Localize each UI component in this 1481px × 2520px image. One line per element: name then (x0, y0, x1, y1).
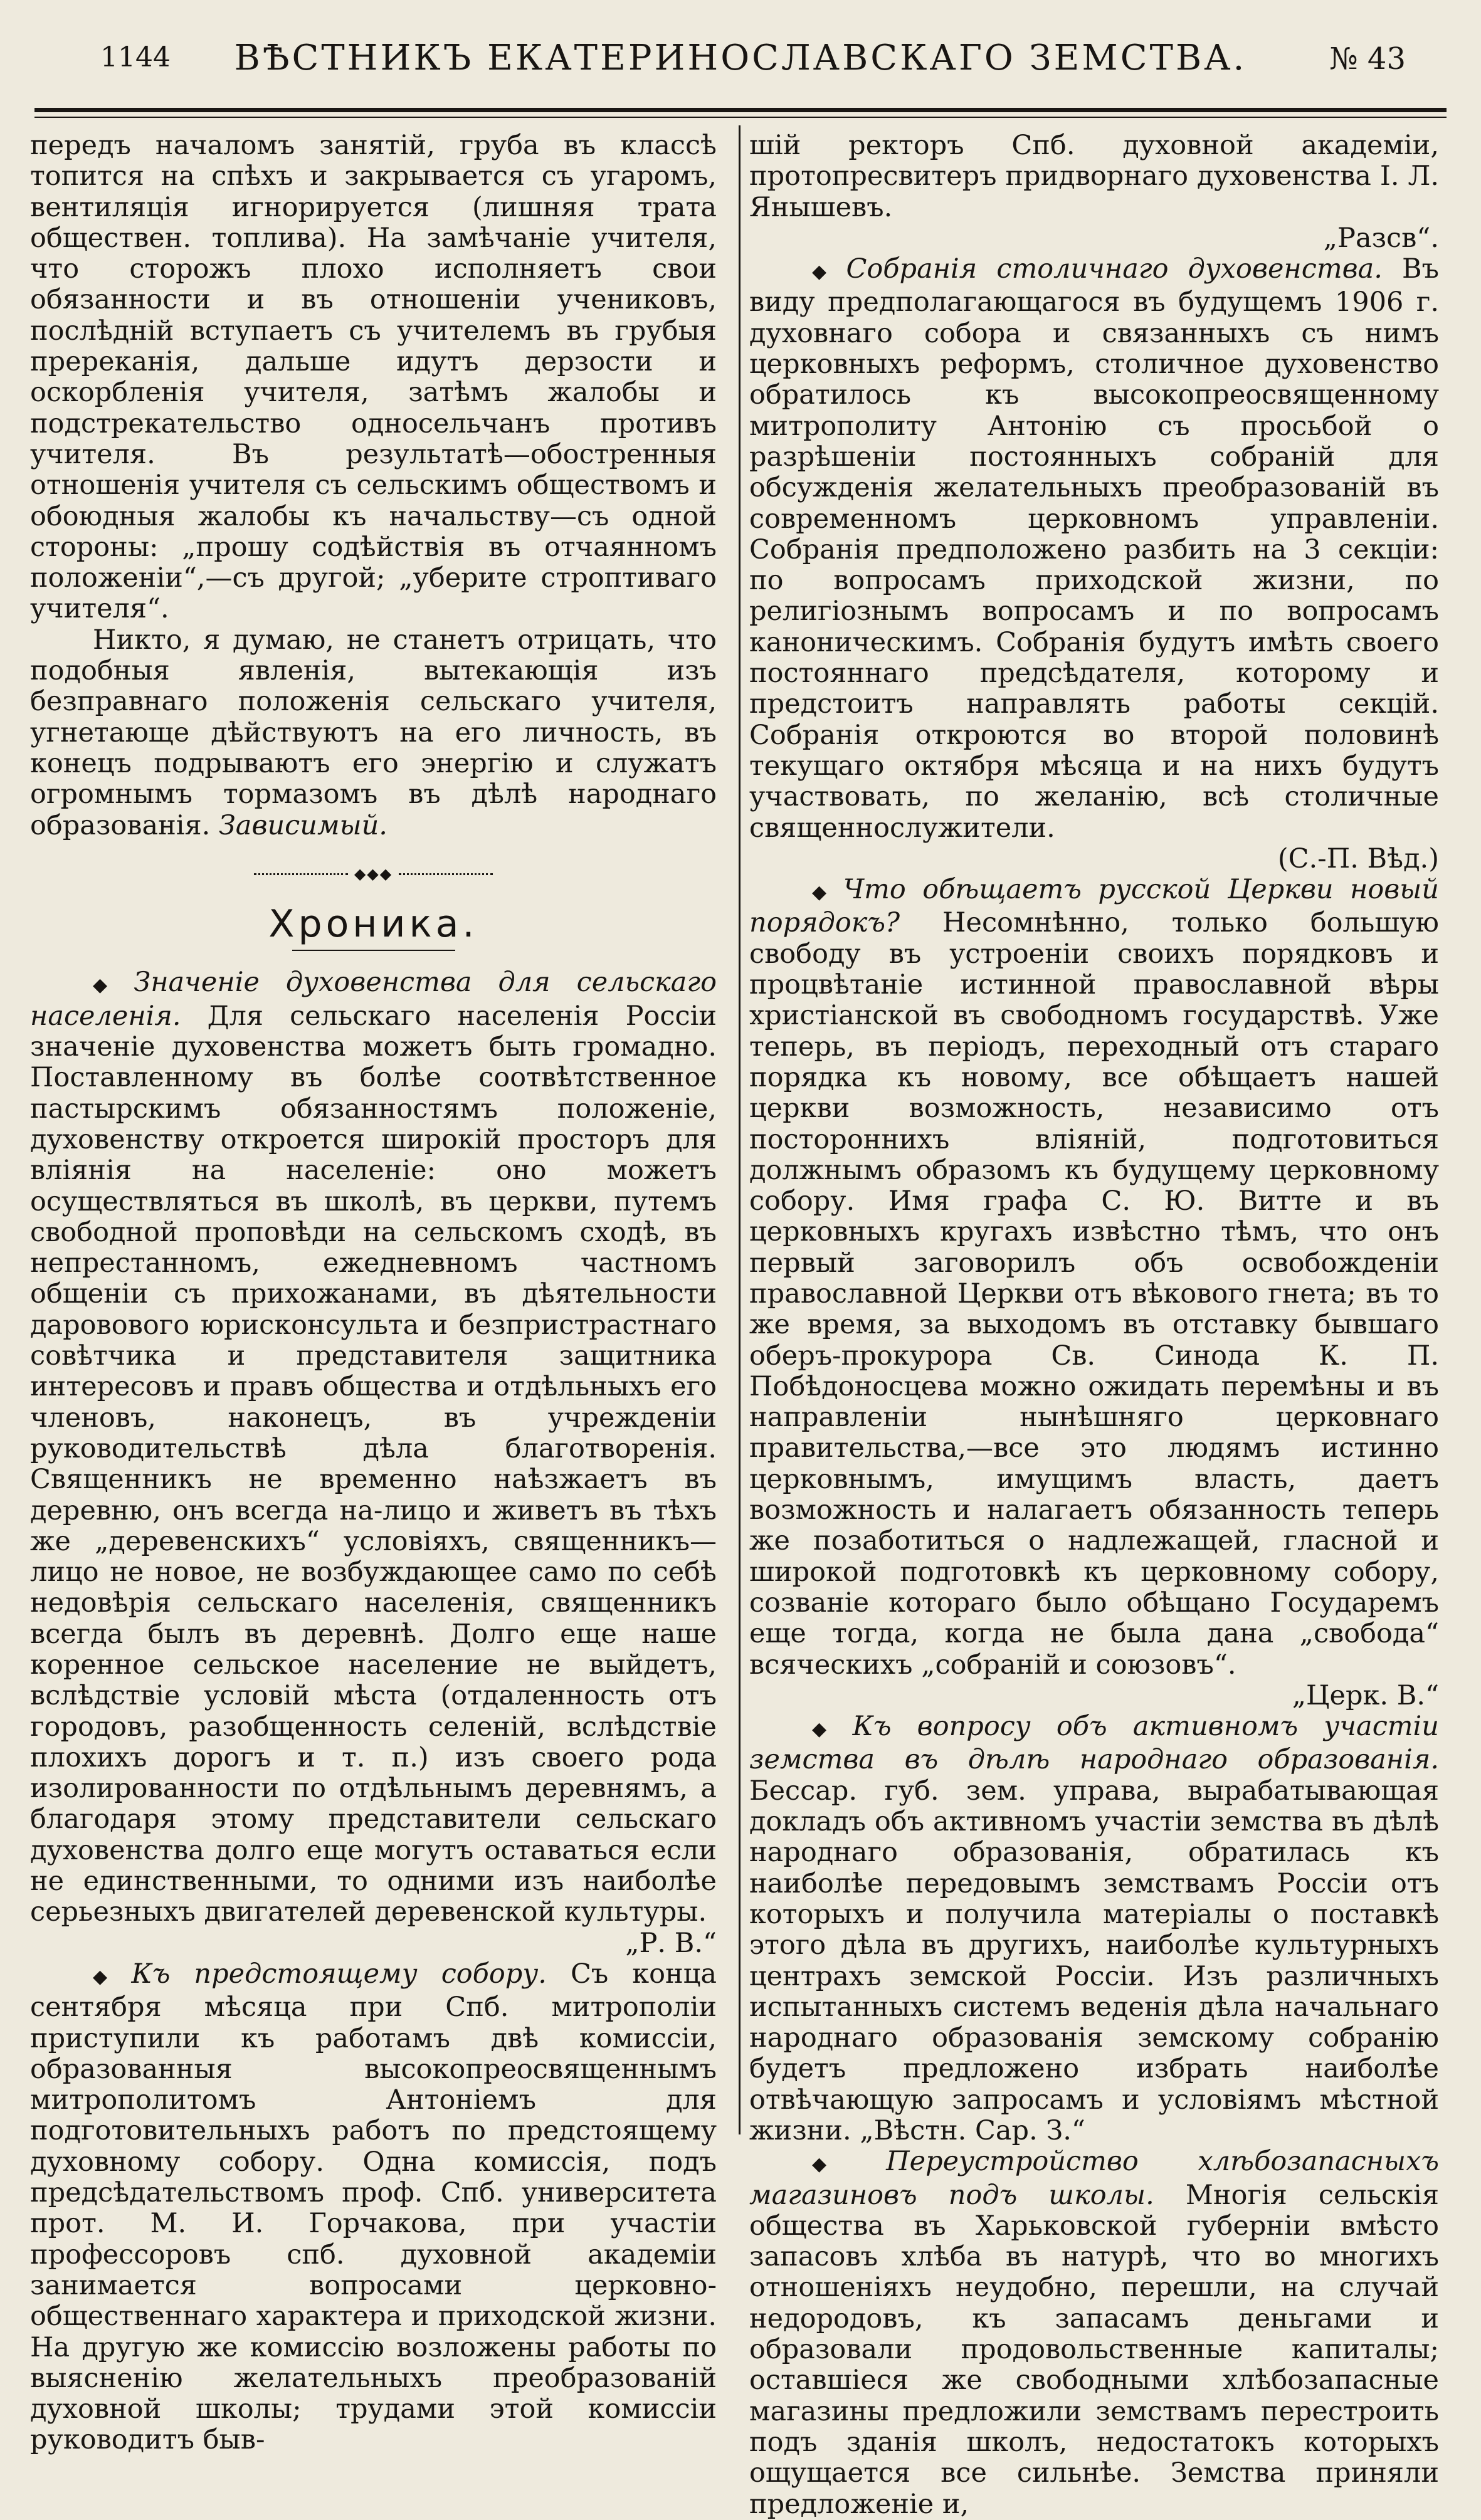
news-item-body: Въ виду предполагающагося въ будущемъ 1906 г. духовнаго собора и связанныхъ съ нимъ церковныхъ реформъ, столичное духовенство обратилось къ высокопреосвященному митрополиту Антонію съ просьбой о разрѣшеніи постоянныхъ собраній для обсужденія желательныхъ преобразованій въ современномъ церковномъ управленіи. Собранія предположено разбить на 3 секціи: по вопросамъ приходской жизни, по религіознымъ вопросамъ и по вопросамъ каноническимъ. Собранія будутъ имѣть своего постояннаго предсѣдателя, которому и предстоитъ направлять работы секцій. Собранія откроются во второй половинѣ текущаго октября мѣсяца и на нихъ будутъ участвовать, по желанію, всѣ столичные священнослужители. (749, 253, 1440, 844)
journal-title: ВѢСТНИКЪ ЕКАТЕРИНОСЛАВСКАГО ЗЕМСТВА. (234, 38, 1247, 78)
news-item-body: Бессар. губ. зем. управа, вырабатывающая докладъ объ активномъ участіи земства въ дѣлѣ народнаго образованія, обратилась къ наиболѣе передовымъ земствамъ Россіи отъ которыхъ и получила матеріалы о поставкѣ этого дѣла въ другихъ, наиболѣе культурныхъ центрахъ земской Россіи. Изъ различныхъ испытанныхъ системъ веденія дѣла начальнаго народнаго образованія земскому собранію будетъ предложено избрать наиболѣе отвѣчающую запросамъ и условіямъ мѣстной жизни. (749, 1775, 1439, 2146)
hand-pointer-icon: ◆ (812, 2153, 878, 2176)
news-item-new-order (749, 874, 1439, 1681)
news-item-source: „Церк. В.“ (1292, 1679, 1439, 1711)
hand-pointer-icon: ◆ (812, 1718, 844, 1741)
issue-number: № 43 (1329, 41, 1406, 76)
news-item-zemstvo-education (749, 1711, 1439, 2146)
hand-pointer-icon: ◆ (93, 974, 125, 997)
news-item-council-continuation: шій ректоръ Спб. духовной академіи, протопресвитеръ придворнаго духовенства І. Л. Янышевъ. (749, 130, 1439, 223)
right-column (749, 130, 1439, 2520)
chronicle-heading: Хроника. (268, 902, 478, 947)
hand-pointer-icon: ◆ (93, 1965, 123, 1988)
news-item-body: Несомнѣнно, только большую свободу въ устроеніи своихъ порядковъ и процвѣтаніе истинной православной вѣры христіанской въ свободномъ государствѣ. Уже теперь, въ періодъ, переходный отъ стараго порядка къ новому, все обѣщаетъ нашей церкви возможность, независимо отъ постороннихъ вліяній, подготовиться должнымъ образомъ къ будущему церковному собору. Имя графа С. Ю. Витте и въ церковныхъ кругахъ извѣстно тѣмъ, что онъ первый заговорилъ объ освобожденіи православной Церкви отъ вѣкового гнета; въ то же время, за выходомъ въ отставку бывшаго оберъ-прокурора Св. Синода К. П. Побѣдоносцева можно ожидать перемѣны и въ направленіи нынѣшняго церковнаго правительства,—все это людямъ истинно церковнымъ, имущимъ власть, даетъ возможность и налагаетъ обязанность теперь же позаботиться о надлежащей, гласной и широкой подготовкѣ къ церковному собору, созваніе котораго было обѣщано Государемъ еще тогда, когда не была дана „свобода“ всяческихъ „собраній и союзовъ“. (749, 907, 1439, 1681)
hand-pointer-icon: ◆ (812, 261, 838, 283)
news-item-body: Многія сельскія общества въ Харьковской губерніи вмѣсто запасовъ хлѣба въ натурѣ, что во многихъ отношеніяхъ неудобно, перешли, на случай недородовъ, къ запасамъ деньгами и образовали продовольственные капиталы; оставшіеся же свободными хлѣбозапасные магазины предложили земствамъ перестроить подъ зданія школъ, недостатокъ которыхъ ощущается все сильнѣе. Земства приняли предложеніе и, (749, 2179, 1440, 2520)
news-item-title: Къ вопросу объ активномъ участіи земства въ дѣлѣ народнаго образованія. (749, 1711, 1439, 1776)
page-header (25, 28, 1456, 103)
ornament-line-left (254, 873, 348, 875)
news-item-title: Переустройство хлѣбозапасныхъ магазиновъ подъ школы. (749, 2146, 1439, 2211)
header-rule-thin (34, 117, 1447, 118)
news-item-source: „Вѣстн. Сар. З.“ (860, 2115, 1085, 2146)
news-item-granaries (749, 2146, 1439, 2520)
news-item-title: Къ предстоящему собору. (131, 1958, 547, 1990)
header-rule-thick (34, 108, 1447, 112)
section-ornament (30, 858, 717, 890)
chronicle-underline (292, 950, 455, 951)
news-item-title: Собранія столичнаго духовенства. (846, 253, 1383, 285)
news-item-title: Значеніе духовенства для сельскаго населенія. (30, 967, 717, 1032)
ornament-diamonds: ◆◆◆ (354, 865, 393, 883)
hand-pointer-icon: ◆ (812, 881, 835, 904)
news-item-council (30, 1959, 717, 2456)
ornament-line-right (399, 873, 493, 875)
news-item-body: Для сельскаго населенія Россіи значеніе духовенства можетъ быть громадно. Поставленному въ болѣе соотвѣтственное пастырскимъ обязанностямъ положеніе, духовенству откроется широкій просторъ для вліянія на населеніе: оно можетъ осуществляться въ школѣ, въ церкви, путемъ свободной проповѣди на сельскомъ сходѣ, въ непрестанномъ, ежедневномъ частномъ общеніи съ прихожанами, въ дѣятельности даровового юрисконсульта и безпристрастнаго совѣтчика и представителя защитника интересовъ и правъ общества и отдѣльныхъ его членовъ, наконецъ, въ учрежденіи руководительствѣ дѣла благотворенія. Священникъ не временно наѣзжаетъ въ деревню, онъ всегда на-лицо и живетъ въ тѣхъ же „деревенскихъ“ условіяхъ, священникъ—лицо не новое, не возбуждающее само по себѣ недовѣрія сельскаго населенія, священникъ всегда былъ въ деревнѣ. Долго еще наше коренное сельское население не выйдетъ, вслѣдствіе условій мѣста (отдаленность отъ городовъ, разобщенность селеній, вслѣдствіе плохихъ дорогъ и т. п.) изъ своего рода изолированности по отдѣльнымъ деревнямъ, а благодаря этому представители сельскаго духовенства долго еще могутъ оставаться если не единственными, то одними изъ наиболѣе серьезныхъ двигателей деревенской культуры. (30, 1000, 717, 1928)
news-item-clergy-meetings (749, 254, 1439, 844)
news-item-source: (С.-П. Вѣд.) (1277, 843, 1439, 874)
news-item-source: „Разсв“. (1323, 222, 1439, 254)
article-continuation: передъ началомъ занятій, груба въ классѣ топится на спѣхъ и закрывается съ угаромъ, вентиляція игнорируется (лишняя трата обществен. топлива). На замѣчаніе учителя, что сторожъ плохо исполняетъ свои обязанности и въ отношеніи учениковъ, послѣдній вступаетъ съ учителемъ въ грубыя пререканія, дальше идутъ дерзости и оскорбленія учителя, затѣмъ жалобы и подстрекательство односельчанъ противъ учителя. Въ результатѣ—обостренныя отношенія учителя съ сельскимъ обществомъ и обоюдныя жалобы къ начальству—съ одной стороны: „прошу содѣйствія въ отчаянномъ положеніи“,—съ другой; „уберите строптиваго учителя“. (30, 130, 717, 625)
page-number: 1144 (100, 41, 171, 73)
news-item-body: Съ конца сентября мѣсяца при Спб. митрополіи приступили къ работамъ двѣ комиссіи, образованныя высокопреосвященнымъ митрополитомъ Антоніемъ для подготовительныхъ работъ по предстоящему духовному собору. Одна комиссія, подъ предсѣдательствомъ проф. Спб. университета прот. М. И. Горчакова, при участіи профессоровъ спб. духовной академіи занимается вопросами церковно-общественнаго характера и приходской жизни. На другую же комиссію возложены работы по выясненію желательныхъ преобразованій духовной школы; трудами этой комиссіи руководитъ быв- (30, 1958, 717, 2456)
article-conclusion: Никто, я думаю, не станетъ отрицать, что подобныя явленія, вытекающія изъ безправнаго положенія сельскаго учителя, угнетающе дѣйствуютъ на его личность, въ конецъ подрываютъ его энергію и служатъ огромнымъ тормазомъ въ дѣлѣ народнаго образованія. Зависимый. (30, 624, 717, 841)
author-signature: Зависимый. (219, 809, 387, 841)
column-divider (739, 125, 740, 2134)
left-column (30, 130, 717, 2456)
news-item-clergy-value (30, 967, 717, 1928)
news-item-source: „Р. В.“ (625, 1927, 717, 1959)
news-item-title: Что обѣщаетъ русской Церкви новый порядокъ? (749, 874, 1439, 939)
